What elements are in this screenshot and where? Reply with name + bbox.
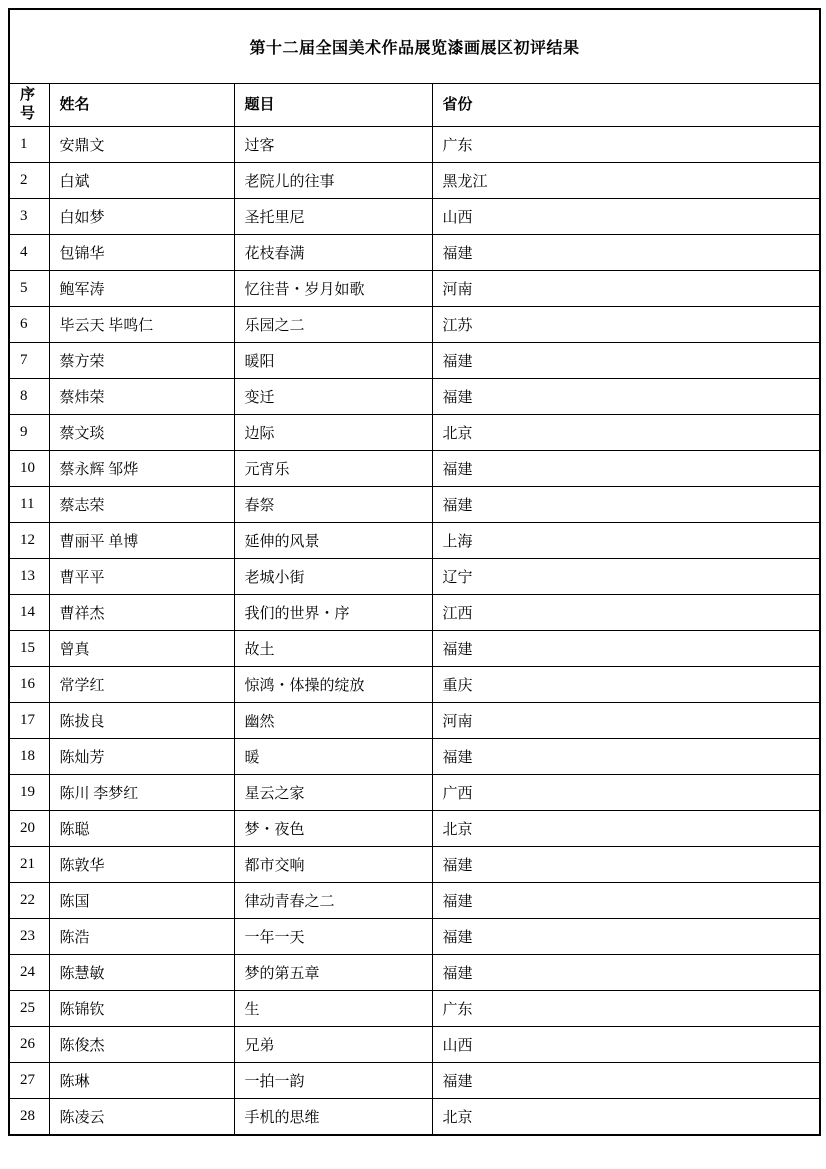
cell-title: 律动青春之二 [234, 883, 432, 919]
cell-name: 陈琳 [49, 1063, 234, 1099]
cell-province: 福建 [432, 883, 820, 919]
cell-province: 江西 [432, 595, 820, 631]
cell-name: 陈浩 [49, 919, 234, 955]
cell-name: 蔡炜荣 [49, 379, 234, 415]
cell-name: 安鼎文 [49, 127, 234, 163]
cell-title: 梦的第五章 [234, 955, 432, 991]
cell-name: 蔡永辉 邹烨 [49, 451, 234, 487]
table-row [9, 955, 820, 991]
cell-province: 广东 [432, 991, 820, 1027]
cell-no: 6 [9, 307, 49, 343]
cell-name: 蔡文琰 [49, 415, 234, 451]
cell-no: 1 [9, 127, 49, 163]
cell-name: 常学红 [49, 667, 234, 703]
cell-no: 16 [9, 667, 49, 703]
cell-no: 14 [9, 595, 49, 631]
cell-name: 陈灿芳 [49, 739, 234, 775]
cell-title: 手机的思维 [234, 1099, 432, 1136]
cell-no: 22 [9, 883, 49, 919]
cell-title: 圣托里尼 [234, 199, 432, 235]
table-row [9, 127, 820, 163]
cell-no: 7 [9, 343, 49, 379]
table-row [9, 1099, 820, 1136]
table-row [9, 559, 820, 595]
cell-title: 生 [234, 991, 432, 1027]
cell-name: 陈锦钦 [49, 991, 234, 1027]
cell-province: 河南 [432, 703, 820, 739]
cell-no: 10 [9, 451, 49, 487]
cell-name: 陈俊杰 [49, 1027, 234, 1063]
table-row [9, 307, 820, 343]
cell-no: 18 [9, 739, 49, 775]
cell-no: 2 [9, 163, 49, 199]
cell-name: 曹祥杰 [49, 595, 234, 631]
table-row [9, 199, 820, 235]
cell-province: 河南 [432, 271, 820, 307]
table-row [9, 775, 820, 811]
cell-no: 27 [9, 1063, 49, 1099]
title-row [9, 9, 820, 84]
cell-title: 暖 [234, 739, 432, 775]
cell-title: 梦・夜色 [234, 811, 432, 847]
cell-title: 春祭 [234, 487, 432, 523]
cell-title: 故土 [234, 631, 432, 667]
cell-title: 乐园之二 [234, 307, 432, 343]
cell-title: 边际 [234, 415, 432, 451]
column-header-title: 题目 [234, 84, 432, 127]
table-body [9, 127, 820, 1136]
cell-province: 福建 [432, 487, 820, 523]
cell-province: 福建 [432, 847, 820, 883]
cell-name: 毕云天 毕鸣仁 [49, 307, 234, 343]
cell-province: 福建 [432, 235, 820, 271]
cell-no: 24 [9, 955, 49, 991]
table-row [9, 271, 820, 307]
column-header-no: 序号 [9, 84, 49, 127]
cell-no: 17 [9, 703, 49, 739]
table-row [9, 163, 820, 199]
cell-no: 5 [9, 271, 49, 307]
cell-no: 8 [9, 379, 49, 415]
cell-title: 元宵乐 [234, 451, 432, 487]
cell-no: 12 [9, 523, 49, 559]
cell-province: 福建 [432, 451, 820, 487]
results-table [8, 8, 821, 1136]
cell-title: 一拍一韵 [234, 1063, 432, 1099]
cell-province: 江苏 [432, 307, 820, 343]
table-row [9, 595, 820, 631]
cell-title: 延伸的风景 [234, 523, 432, 559]
cell-no: 19 [9, 775, 49, 811]
column-header-province: 省份 [432, 84, 820, 127]
table-row [9, 991, 820, 1027]
cell-name: 白斌 [49, 163, 234, 199]
cell-province: 黑龙江 [432, 163, 820, 199]
cell-province: 广西 [432, 775, 820, 811]
cell-no: 20 [9, 811, 49, 847]
cell-province: 山西 [432, 199, 820, 235]
cell-no: 25 [9, 991, 49, 1027]
header-row [9, 84, 820, 127]
table-row [9, 235, 820, 271]
column-header-name: 姓名 [49, 84, 234, 127]
table-row [9, 451, 820, 487]
cell-title: 过客 [234, 127, 432, 163]
cell-name: 包锦华 [49, 235, 234, 271]
cell-name: 白如梦 [49, 199, 234, 235]
cell-name: 陈聪 [49, 811, 234, 847]
cell-no: 15 [9, 631, 49, 667]
cell-name: 曾真 [49, 631, 234, 667]
cell-province: 福建 [432, 955, 820, 991]
cell-title: 我们的世界・序 [234, 595, 432, 631]
cell-province: 重庆 [432, 667, 820, 703]
cell-no: 11 [9, 487, 49, 523]
cell-no: 21 [9, 847, 49, 883]
table-row [9, 703, 820, 739]
table-row [9, 667, 820, 703]
cell-province: 辽宁 [432, 559, 820, 595]
cell-province: 福建 [432, 919, 820, 955]
cell-province: 山西 [432, 1027, 820, 1063]
table-row [9, 739, 820, 775]
table-row [9, 883, 820, 919]
table-row [9, 523, 820, 559]
table-row [9, 379, 820, 415]
cell-name: 曹丽平 单博 [49, 523, 234, 559]
cell-name: 陈拔良 [49, 703, 234, 739]
table-title: 第十二届全国美术作品展览漆画展区初评结果 [9, 9, 820, 84]
cell-title: 幽然 [234, 703, 432, 739]
cell-name: 蔡志荣 [49, 487, 234, 523]
cell-name: 陈敦华 [49, 847, 234, 883]
table-row [9, 415, 820, 451]
cell-no: 28 [9, 1099, 49, 1136]
cell-title: 星云之家 [234, 775, 432, 811]
cell-name: 陈慧敏 [49, 955, 234, 991]
cell-title: 花枝春满 [234, 235, 432, 271]
cell-no: 4 [9, 235, 49, 271]
table-row [9, 1063, 820, 1099]
table-row [9, 919, 820, 955]
cell-province: 福建 [432, 1063, 820, 1099]
cell-title: 一年一天 [234, 919, 432, 955]
table-row [9, 847, 820, 883]
cell-name: 陈国 [49, 883, 234, 919]
cell-name: 陈凌云 [49, 1099, 234, 1136]
table-row [9, 631, 820, 667]
cell-province: 福建 [432, 343, 820, 379]
cell-province: 北京 [432, 811, 820, 847]
cell-province: 北京 [432, 415, 820, 451]
cell-province: 北京 [432, 1099, 820, 1136]
cell-title: 都市交响 [234, 847, 432, 883]
cell-title: 变迁 [234, 379, 432, 415]
cell-title: 老院儿的往事 [234, 163, 432, 199]
cell-title: 兄弟 [234, 1027, 432, 1063]
cell-no: 13 [9, 559, 49, 595]
cell-province: 广东 [432, 127, 820, 163]
cell-title: 忆往昔・岁月如歌 [234, 271, 432, 307]
cell-title: 惊鸿・体操的绽放 [234, 667, 432, 703]
cell-province: 福建 [432, 379, 820, 415]
cell-no: 9 [9, 415, 49, 451]
cell-title: 老城小街 [234, 559, 432, 595]
cell-province: 福建 [432, 739, 820, 775]
cell-name: 鲍军涛 [49, 271, 234, 307]
table-row [9, 811, 820, 847]
cell-name: 曹平平 [49, 559, 234, 595]
cell-name: 蔡方荣 [49, 343, 234, 379]
table-row [9, 1027, 820, 1063]
cell-province: 上海 [432, 523, 820, 559]
cell-no: 3 [9, 199, 49, 235]
table-row [9, 487, 820, 523]
cell-name: 陈川 李梦红 [49, 775, 234, 811]
cell-title: 暖阳 [234, 343, 432, 379]
cell-province: 福建 [432, 631, 820, 667]
table-row [9, 343, 820, 379]
cell-no: 26 [9, 1027, 49, 1063]
cell-no: 23 [9, 919, 49, 955]
